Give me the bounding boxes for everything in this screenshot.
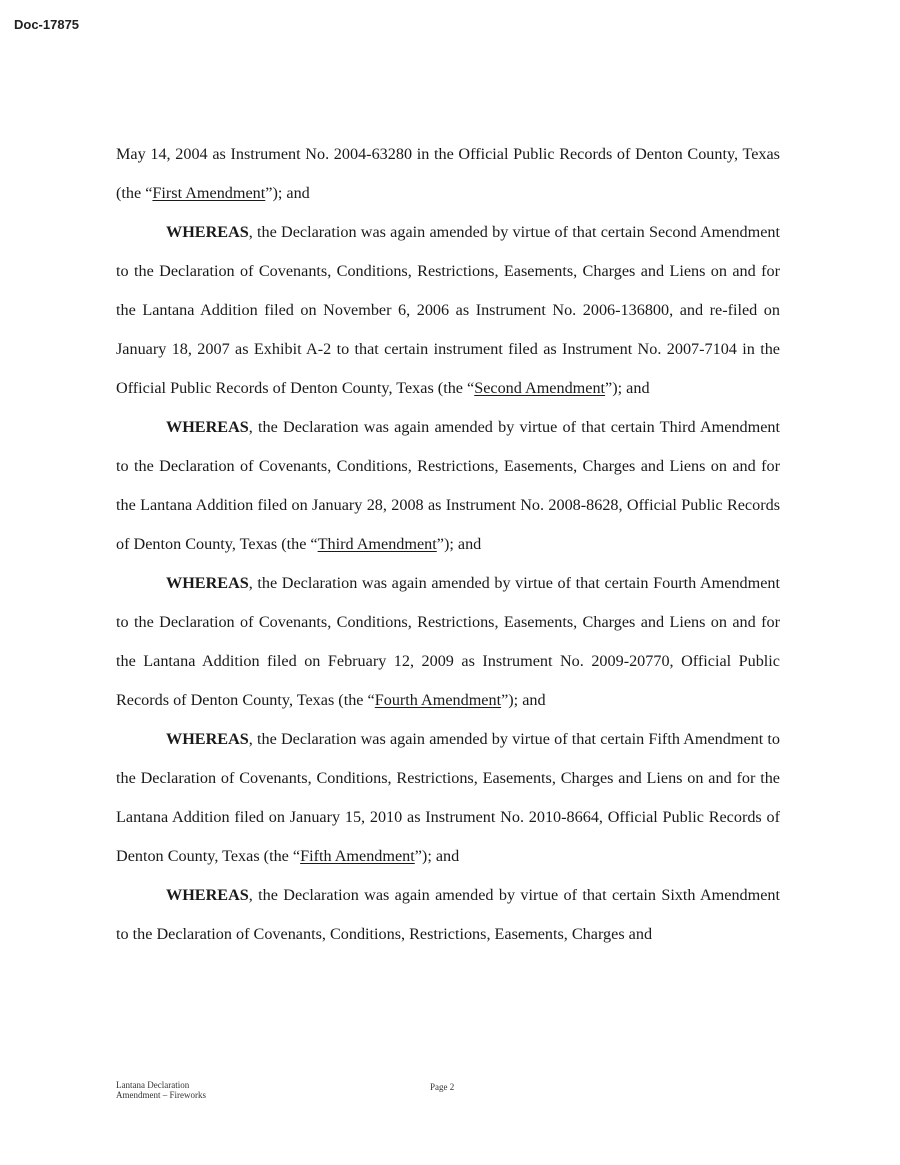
whereas-keyword: WHEREAS [166, 223, 249, 241]
paragraph-text: ”); and [605, 379, 650, 397]
footer-line-2: Amendment – Fireworks [116, 1090, 206, 1100]
paragraph-text: ”); and [265, 184, 310, 202]
whereas-paragraph [116, 408, 780, 564]
paragraph-text: , the Declaration was again amended by virtue of that certain Sixth Amendment to the Declaration of Covenants, Conditions, Restrictions, Easements, Charges and [116, 886, 780, 943]
footer-title [116, 1080, 206, 1100]
defined-term: Third Amendment [317, 535, 437, 553]
defined-term: Fourth Amendment [374, 691, 502, 709]
whereas-keyword: WHEREAS [166, 730, 249, 748]
defined-term: Fifth Amendment [300, 847, 415, 865]
document-id-label: Doc-17875 [14, 17, 80, 32]
whereas-paragraph [116, 564, 780, 720]
paragraph-text: , the Declaration was again amended by virtue of that certain Fourth Amendment to the Declaration of Covenants, Conditions, Restrictions, Easements, Charges and Liens on and for the Lantana Addition filed on February 12, 2009 as Instrument No. 2009-20770, Official Public Records of Denton County, Texas (the “ [116, 574, 780, 709]
document-body [116, 135, 780, 954]
whereas-paragraph [116, 876, 780, 954]
paragraph-text: May 14, 2004 as Instrument No. 2004-63280 in the Official Public Records of Denton County, Texas (the “ [116, 145, 780, 202]
footer-line-1: Lantana Declaration [116, 1080, 190, 1090]
whereas-keyword: WHEREAS [166, 574, 249, 592]
whereas-paragraph [116, 720, 780, 876]
whereas-keyword: WHEREAS [166, 886, 249, 904]
paragraph-text: , the Declaration was again amended by virtue of that certain Fifth Amendment to the Declaration of Covenants, Conditions, Restrictions, Easements, Charges and Liens on and for the Lantana Addition filed on January 15, 2010 as Instrument No. 2010-8664, Official Public Records of Denton County, Texas (the “ [116, 730, 780, 865]
page-number: Page 2 [430, 1082, 455, 1092]
paragraph-text: ”); and [436, 535, 482, 553]
paragraph-text: , the Declaration was again amended by virtue of that certain Second Amendment to the Declaration of Covenants, Conditions, Restrictions, Easements, Charges and Liens on and for the Lantana Addition filed on November 6, 2006 as Instrument No. 2006-136800, and re-filed on January 18, 2007 as Exhibit A-2 to that certain instrument filed as Instrument No. 2007-7104 in the Official Public Records of Denton County, Texas (the “ [116, 223, 780, 397]
continued-paragraph [116, 135, 780, 213]
defined-term: First Amendment [152, 184, 266, 202]
defined-term: Second Amendment [474, 379, 606, 397]
whereas-paragraph [116, 213, 780, 408]
paragraph-text: ”); and [501, 691, 546, 709]
paragraph-text: , the Declaration was again amended by virtue of that certain Third Amendment to the Declaration of Covenants, Conditions, Restrictions, Easements, Charges and Liens on and for the Lantana Addition filed on January 28, 2008 as Instrument No. 2008-8628, Official Public Records of Denton County, Texas (the “ [116, 418, 780, 553]
whereas-keyword: WHEREAS [166, 418, 249, 436]
paragraph-text: ”); and [414, 847, 460, 865]
